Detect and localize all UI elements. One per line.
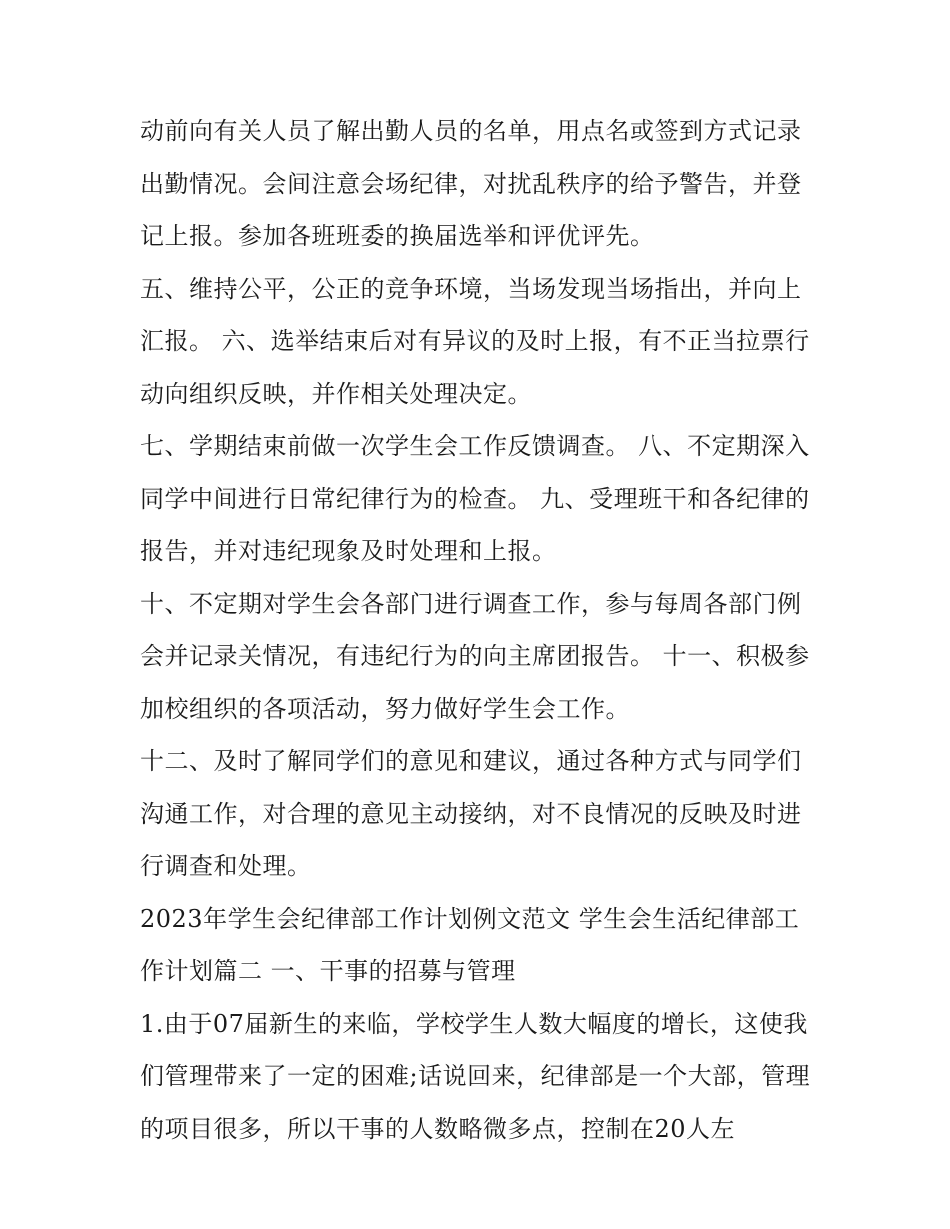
paragraph: 1.由于07届新生的来临，学校学生人数大幅度的增长，这使我们管理带来了一定的困难;话说回来，纪律部是一个大部，管理的项目很多，所以干事的人数略微多点，控制在20人左: [140, 1009, 811, 1143]
paragraph: 五、维持公平，公正的竞争环境，当场发现当场指出，并向上汇报。 六、选举结束后对有异议的及时上报，有不正当拉票行动向组织反映，并作相关处理决定。: [140, 274, 810, 408]
paragraph-heading: 2023年学生会纪律部工作计划例文范文 学生会生活纪律部工作计划篇二 一、干事的招募与管理: [140, 904, 800, 985]
paragraph: 十二、及时了解同学们的意见和建议，通过各种方式与同学们沟通工作，对合理的意见主动接纳，对不良情况的反映及时进行调查和处理。: [140, 747, 802, 880]
paragraph: 动前向有关人员了解出勤人员的名单，用点名或签到方式记录出勤情况。会间注意会场纪律，对扰乱秩序的给予警告，并登记上报。参加各班班委的换届选举和评优评先。: [140, 117, 802, 250]
paragraph: 十、不定期对学生会各部门进行调查工作，参与每周各部门例会并记录关情况，有违纪行为的向主席团报告。 十一、积极参加校组织的各项活动，努力做好学生会工作。: [140, 589, 810, 723]
paragraph: 七、学期结束前做一次学生会工作反馈调查。 八、不定期深入同学中间进行日常纪律行为的检查。 九、受理班干和各纪律的报告，并对违纪现象及时处理和上报。: [140, 432, 810, 565]
document-body: [140, 105, 820, 1155]
